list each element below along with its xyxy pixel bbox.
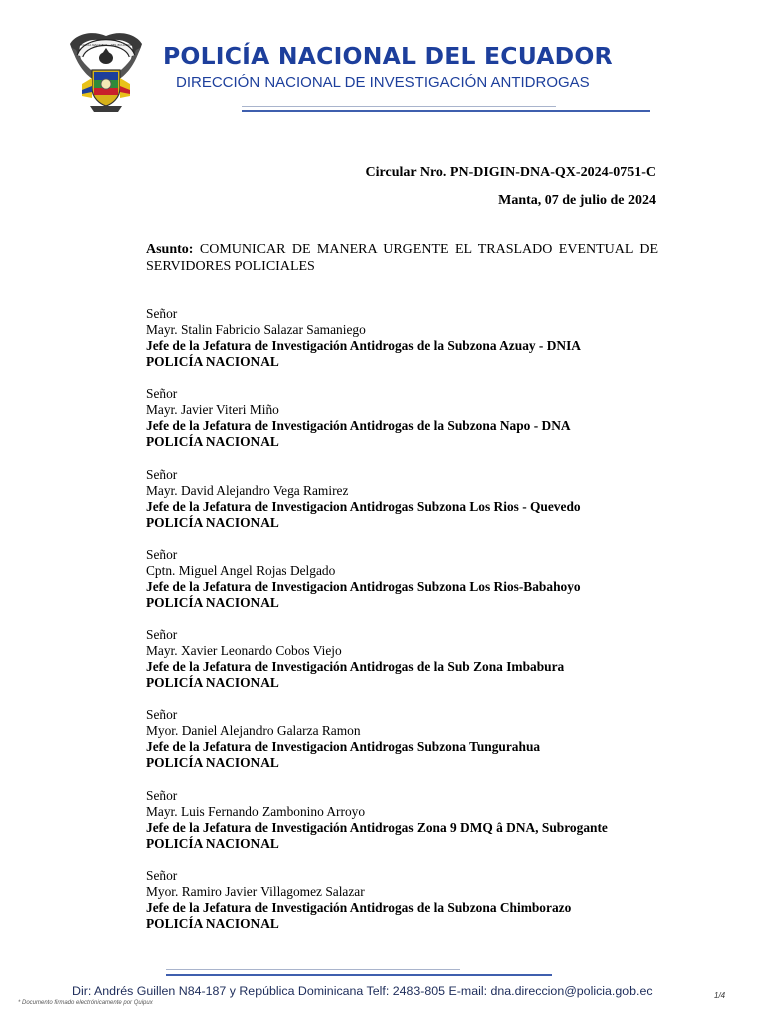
footer-address: Dir: Andrés Guillen N84-187 y República Dominicana Telf: 2483-805 E-mail: dna.direccion@policia.gob.ec — [72, 984, 653, 998]
page-number: 1/4 — [714, 991, 726, 1000]
header-divider-thin — [242, 106, 556, 107]
recipient-block — [146, 386, 706, 466]
recipient-name: Myor. Ramiro Javier Villagomez Salazar — [146, 884, 365, 900]
recipient-institution: POLICÍA NACIONAL — [146, 514, 279, 530]
recipient-salutation: Señor — [146, 386, 178, 402]
organization-title: POLICÍA NACIONAL DEL ECUADOR — [163, 42, 613, 70]
recipient-institution: POLICÍA NACIONAL — [146, 594, 279, 610]
circular-number: Circular Nro. PN-DIGIN-DNA-QX-2024-0751-C — [365, 165, 656, 180]
recipient-salutation: Señor — [146, 627, 178, 643]
subject-label: Asunto: — [146, 242, 194, 257]
place-date: Manta, 07 de julio de 2024 — [498, 193, 656, 208]
recipient-block — [146, 306, 706, 386]
recipient-position: Jefe de la Jefatura de Investigación Antidrogas de la Subzona Chimborazo — [146, 900, 572, 916]
recipient-name: Mayr. Xavier Leonardo Cobos Viejo — [146, 643, 342, 659]
recipient-salutation: Señor — [146, 466, 178, 482]
recipient-position: Jefe de la Jefatura de Investigación Antidrogas de la Sub Zona Imbabura — [146, 659, 565, 675]
svg-text:POLICIA NACIONAL · DEL ECUADOR: POLICIA NACIONAL · DEL ECUADOR — [79, 43, 133, 47]
recipient-name: Mayr. Luis Fernando Zambonino Arroyo — [146, 803, 366, 819]
footer-divider-thin — [166, 969, 460, 970]
footer-divider — [166, 974, 552, 976]
recipient-position: Jefe de la Jefatura de Investigacion Antidrogas Subzona Tungurahua — [146, 739, 541, 755]
recipient-position: Jefe de la Jefatura de Investigación Antidrogas de la Subzona Napo - DNA — [146, 418, 571, 434]
recipient-list — [146, 306, 706, 948]
recipient-block — [146, 707, 706, 787]
police-emblem-logo — [66, 26, 146, 114]
recipient-name: Cptn. Miguel Angel Rojas Delgado — [146, 562, 336, 578]
recipient-institution: POLICÍA NACIONAL — [146, 916, 279, 932]
letterhead — [0, 0, 768, 120]
recipient-salutation: Señor — [146, 787, 178, 803]
recipient-position: Jefe de la Jefatura de Investigación Antidrogas Zona 9 DMQ â DNA, Subrogante — [146, 819, 608, 835]
recipient-name: Mayr. David Alejandro Vega Ramirez — [146, 482, 349, 498]
subject-paragraph — [146, 241, 658, 275]
recipient-name: Myor. Daniel Alejandro Galarza Ramon — [146, 723, 361, 739]
header-divider — [242, 110, 650, 112]
recipient-salutation: Señor — [146, 306, 178, 321]
recipient-institution: POLICÍA NACIONAL — [146, 434, 279, 450]
recipient-salutation: Señor — [146, 546, 178, 562]
recipient-institution: POLICÍA NACIONAL — [146, 675, 279, 691]
recipient-block — [146, 788, 706, 868]
recipient-institution: POLICÍA NACIONAL — [146, 755, 279, 771]
recipient-position: Jefe de la Jefatura de Investigacion Antidrogas Subzona Los Rios - Quevedo — [146, 498, 581, 514]
recipient-name: Mayr. Stalin Fabricio Salazar Samaniego — [146, 322, 366, 337]
department-subtitle: DIRECCIÓN NACIONAL DE INVESTIGACIÓN ANTIDROGAS — [176, 74, 590, 91]
recipient-position: Jefe de la Jefatura de Investigación Antidrogas de la Subzona Azuay - DNIA — [146, 338, 581, 353]
recipient-institution: POLICÍA NACIONAL — [146, 835, 279, 851]
recipient-salutation: Señor — [146, 707, 178, 723]
subject-text: COMUNICAR DE MANERA URGENTE EL TRASLADO EVENTUAL DE SERVIDORES POLICIALES — [146, 242, 658, 274]
recipient-block — [146, 467, 706, 547]
recipient-position: Jefe de la Jefatura de Investigacion Antidrogas Subzona Los Rios-Babahoyo — [146, 578, 581, 594]
electronic-signature-note: * Documento firmado electrónicamente por Quipux — [18, 1000, 153, 1006]
recipient-salutation: Señor — [146, 868, 178, 884]
recipient-name: Mayr. Javier Viteri Miño — [146, 402, 279, 418]
recipient-block — [146, 627, 706, 707]
recipient-block — [146, 547, 706, 627]
recipient-block — [146, 868, 706, 948]
recipient-institution: POLICÍA NACIONAL — [146, 354, 279, 369]
